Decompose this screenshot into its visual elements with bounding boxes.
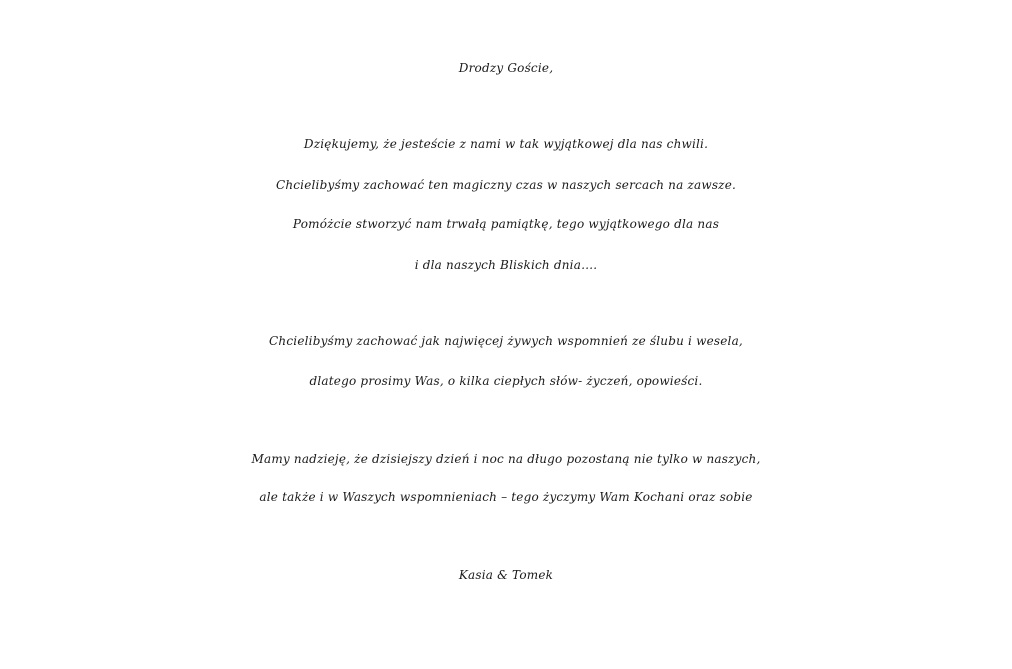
greeting: Drodzy Goście, [458, 61, 554, 75]
paragraph-1-line-1: Dziękujemy, że jesteście z nami w tak wyjątkowej dla nas chwili. [303, 137, 709, 151]
paragraph-1-line-4: i dla naszych Bliskich dnia…. [414, 258, 598, 272]
paragraph-1-line-2: Chcielibyśmy zachować ten magiczny czas w naszych sercach na zawsze. [275, 178, 737, 192]
signature: Kasia & Tomek [458, 568, 554, 582]
paragraph-2-line-1: Chcielibyśmy zachować jak najwięcej żywych wspomnień ze ślubu i wesela, [269, 334, 743, 348]
paragraph-3-line-2: ale także i w Waszych wspomnieniach – tego życzymy Wam Kochani oraz sobie [259, 490, 753, 504]
paragraph-2-line-2: dlatego prosimy Was, o kilka ciepłych słów- życzeń, opowieści. [309, 374, 703, 388]
paragraph-1-line-3: Pomóżcie stworzyć nam trwałą pamiątkę, tego wyjątkowego dla nas [292, 217, 720, 231]
paragraph-3-line-1: Mamy nadzieję, że dzisiejszy dzień i noc na długo pozostaną nie tylko w naszych, [251, 452, 761, 466]
